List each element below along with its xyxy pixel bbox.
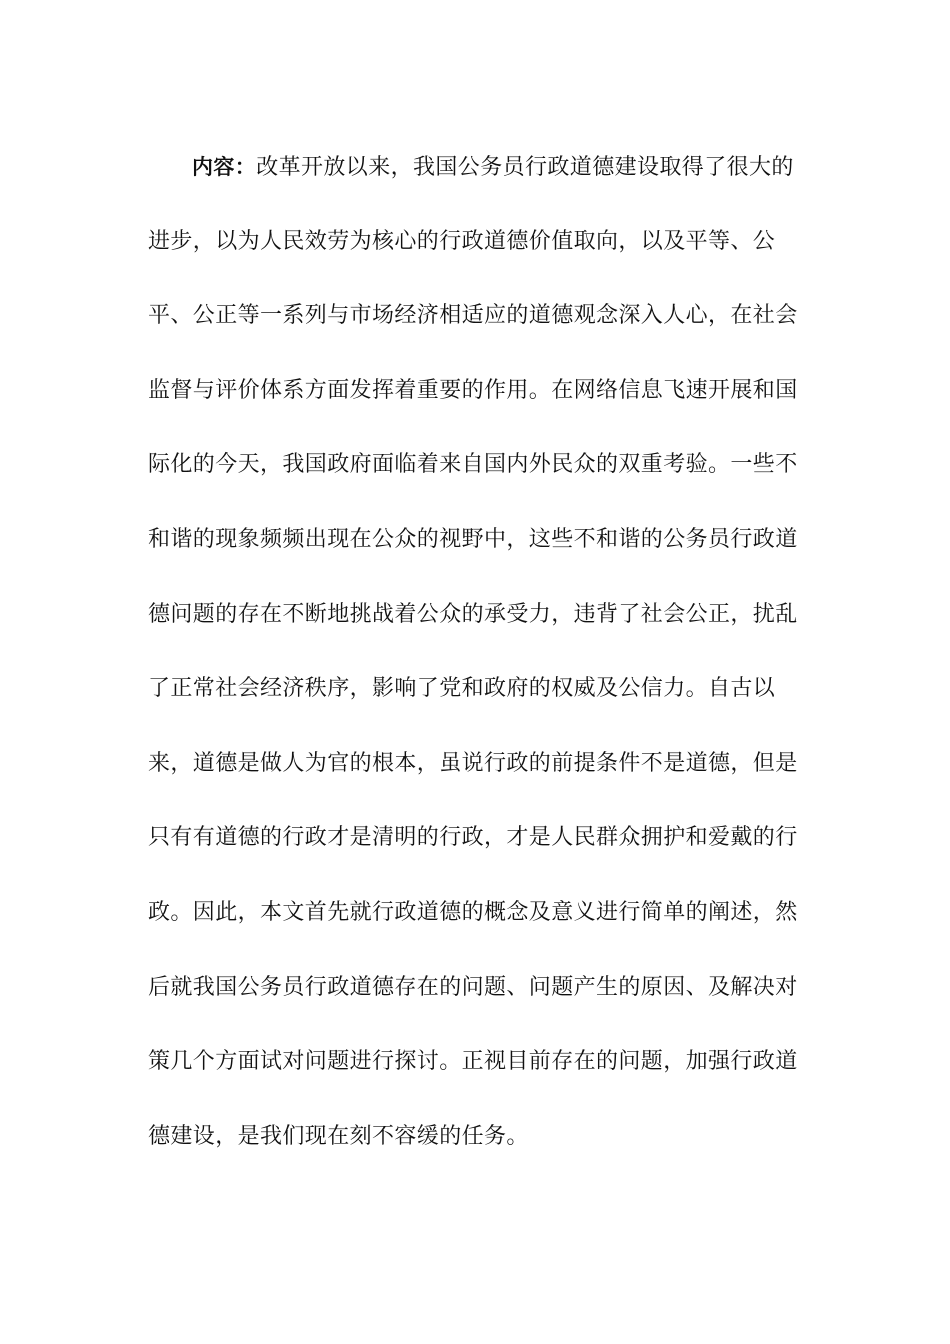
text-line: 来，道德是做人为官的根本，虽说行政的前提条件不是道德，但是 bbox=[148, 750, 798, 776]
text-line: 德建设，是我们现在刻不容缓的任务。 bbox=[148, 1123, 529, 1149]
text-line: 进步，以为人民效劳为核心的行政道德价值取向，以及平等、公 bbox=[148, 228, 776, 254]
text-line: 平、公正等一系列与市场经济相适应的道德观念深入人心，在社会 bbox=[148, 303, 798, 329]
text-line: 了正常社会经济秩序，影响了党和政府的权威及公信力。自古以 bbox=[148, 676, 776, 702]
text-line: 监督与评价体系方面发挥着重要的作用。在网络信息飞速开展和国 bbox=[148, 377, 798, 403]
text-line bbox=[148, 145, 808, 220]
text-line: 德问题的存在不断地挑战着公众的承受力，违背了社会公正，扰乱 bbox=[148, 601, 798, 627]
text-line: 和谐的现象频频出现在公众的视野中，这些不和谐的公务员行政道 bbox=[148, 526, 798, 552]
abstract-paragraph bbox=[148, 145, 808, 1189]
text-line: 只有有道德的行政才是清明的行政，才是人民群众拥护和爱戴的行 bbox=[148, 825, 798, 851]
text-line-content: 改革开放以来，我国公务员行政道德建设取得了很大的 bbox=[256, 155, 794, 180]
text-line: 策几个方面试对问题进行探讨。正视目前存在的问题，加强行政道 bbox=[148, 1049, 798, 1075]
text-line: 政。因此，本文首先就行政道德的概念及意义进行简单的阐述，然 bbox=[148, 899, 798, 925]
text-line: 际化的今天，我国政府面临着来自国内外民众的双重考验。一些不 bbox=[148, 452, 798, 478]
text-line: 后就我国公务员行政道德存在的问题、问题产生的原因、及解决对 bbox=[148, 974, 798, 1000]
abstract-label: 内容： bbox=[192, 155, 257, 179]
